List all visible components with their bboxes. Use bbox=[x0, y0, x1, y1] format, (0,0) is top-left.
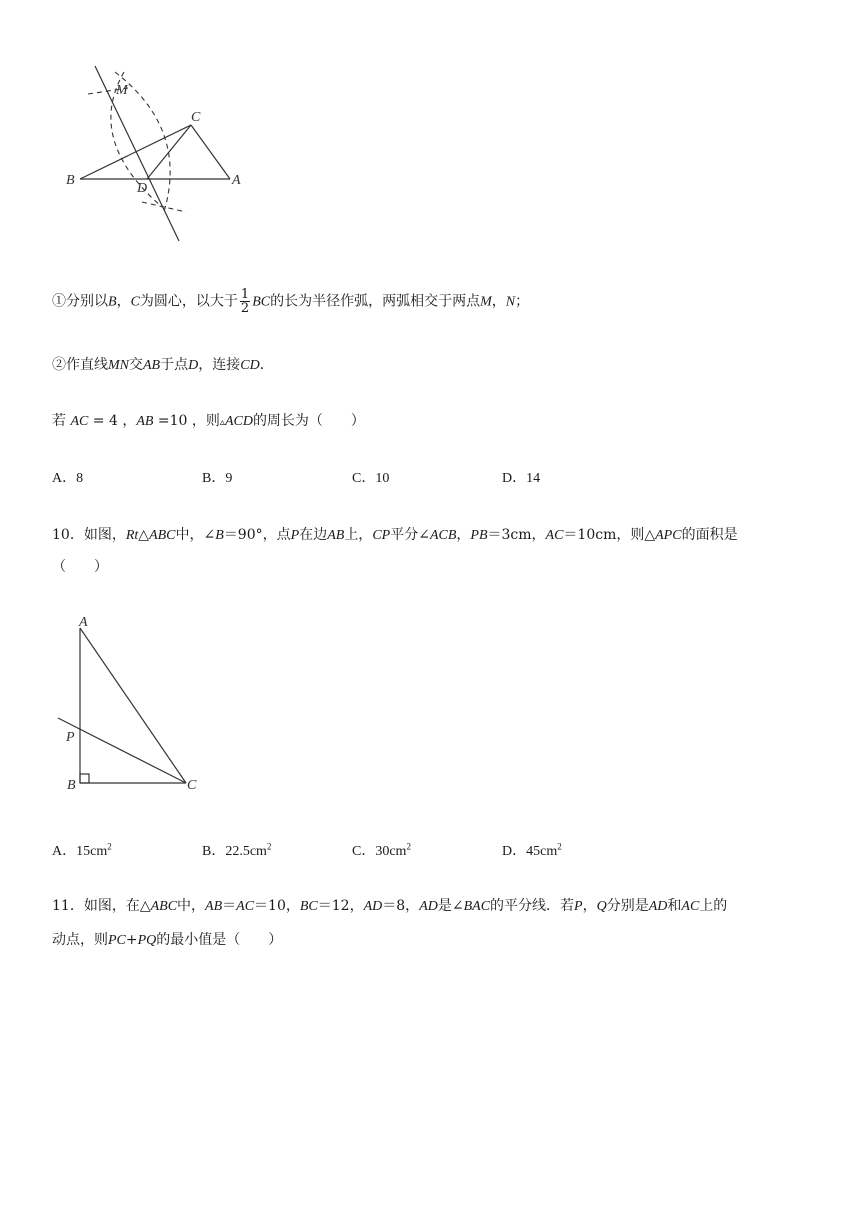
segment-cd bbox=[147, 125, 191, 179]
segment-ca bbox=[191, 125, 230, 179]
label-c: C bbox=[191, 110, 201, 125]
q10-stem-line-2: （ ） bbox=[52, 559, 108, 575]
label-c: C bbox=[187, 778, 197, 793]
right-angle-mark bbox=[80, 774, 89, 783]
line-cp bbox=[58, 718, 186, 783]
q10-option-b[interactable]: B．$22.5cm^2$ bbox=[202, 841, 272, 859]
q9-stem: 若 AC = 4 ，AB =10 ，则▵ACD的周长为（ ） bbox=[52, 413, 365, 429]
segment-ac bbox=[80, 628, 186, 783]
q9-option-d[interactable]: D．14 bbox=[502, 471, 541, 486]
q9-option-a[interactable]: A．8 bbox=[52, 471, 84, 486]
label-a: A bbox=[232, 173, 241, 188]
q10-option-d[interactable]: D．$45cm^2$ bbox=[502, 841, 562, 859]
q10-option-a[interactable]: A．$15cm^2$ bbox=[52, 841, 112, 859]
label-p: P bbox=[66, 730, 75, 745]
q9-option-c[interactable]: C．10 bbox=[352, 471, 390, 486]
q9-step-2: ②作直线MN交AB于点D，连接CD． bbox=[52, 357, 274, 373]
q9-option-b[interactable]: B．9 bbox=[202, 471, 233, 486]
q10-stem-line-1: 10．如图，Rt△ABC中，∠B＝90°，点P在边AB上，CP平分∠ACB，PB＝3cm，AC＝10cm，则△APC的面积是 bbox=[52, 527, 738, 543]
label-b: B bbox=[67, 778, 76, 793]
q9-construction-figure bbox=[55, 60, 265, 250]
segment-bc bbox=[80, 125, 191, 179]
q9-step-1: ①分别以B，C为圆心，以大于 $\frac{1}{2}$ BC的长为半径作弧，两弧相交于两点M，N； bbox=[52, 287, 530, 316]
label-a: A bbox=[79, 615, 88, 630]
fraction-one-half: $\frac{1}{2}$ bbox=[240, 287, 250, 316]
label-b: B bbox=[66, 173, 75, 188]
q11-stem-line-1: 11．如图，在△ABC中，AB＝AC＝10，BC＝12，AD＝8，AD是∠BAC的平分线．若P，Q分别是AD和AC上的 bbox=[52, 898, 728, 914]
label-m: M bbox=[116, 83, 128, 98]
q10-option-c[interactable]: C．$30cm^2$ bbox=[352, 841, 411, 859]
label-d: D bbox=[137, 181, 148, 196]
q10-right-triangle-figure bbox=[55, 610, 215, 795]
q11-stem-line-2: 动点，则PC+PQ的最小值是（ ） bbox=[52, 932, 283, 948]
